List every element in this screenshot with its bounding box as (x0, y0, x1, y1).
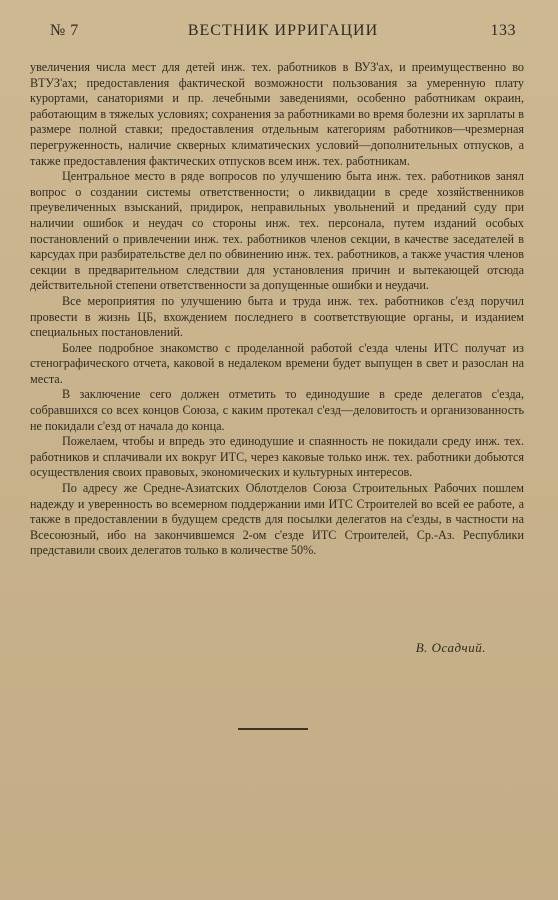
page-number: 133 (490, 22, 516, 39)
running-header (50, 22, 516, 46)
author-signature: В. Осадчий. (415, 640, 486, 655)
paragraph: По адресу же Средне-Азиатских Облотделов Союза Строительных Рабочих пошлем надежду и уверенность во всемерном поддержании ими ИТС Строителей во всей ее работе, а также в предоставлении в будущем средств для посылки делегатов на с'езды, в частности на Всесоюзный, ибо на закончившемся 2-ом с'езде ИТС Строителей, Ср.-Аз. Республики представили своих делегатов только в количестве 50%. (30, 481, 524, 558)
paragraph: увеличения числа мест для детей инж. тех. работников в ВУЗ'ах, и преимущественно во ВТУЗ'ах; предоставления фактической возможности пользования за умеренную плату курортами, санаториями и пр. лечебными заведениями, особенно работникам окраин, работающим в тяжелых условиях; сохранения за работниками во время болезни их зарплаты в размере полной ставки; предоставления отдельным категориям работников—чрезмерная перегруженность, наличие скверных климатических условий—дополнительных отпусков, а также предоставления фактических отпусков всем инж. тех. работникам. (30, 60, 524, 168)
paragraph: Центральное место в ряде вопросов по улучшению быта инж. тех. работников занял вопрос о создании системы ответственности; о ликвидации в среде хозяйственников преувеличенных взысканий, придирок, неправильных увольнений и преданий суду при наличии ошибок и неудач со стороны инж. тех. персонала, путем изданий особых постановлений о привлечении инж. тех. работников членов секции, в качестве заседателей в карсудах при разбирательстве дел по обвинению инж. тех. работников, а также участия членов секции в предварительном следствии для установления причин и вытекающей отсюда действительной степени ответственности за допущенные ошибки и неудачи. (30, 169, 524, 293)
issue-number: № 7 (50, 22, 79, 39)
paragraph: Все мероприятия по улучшению быта и труда инж. тех. работников с'езд поручил провести в жизнь ЦБ, вхождением последнего в соответствующие органы, и изданием специальных постановлений. (30, 293, 524, 340)
section-divider (238, 728, 308, 730)
journal-title: ВЕСТНИК ИРРИГАЦИИ (187, 22, 379, 39)
article-body (30, 60, 524, 559)
paragraph: Пожелаем, чтобы и впредь это единодушие и спаянность не покидали среду инж. тех. работников и сплачивали их вокруг ИТС, через каковые только инж. тех. работники добьются осуществления своих правовых, экономических и культурных интересов. (30, 434, 524, 480)
paragraph: В заключение сего должен отметить то единодушие в среде делегатов с'езда, собравшихся со всех концов Союза, с каким протекал с'езд—деловитость и организованность не покидали с'езд от начала до конца. (30, 387, 524, 433)
paragraph: Более подробное знакомство с проделанной работой с'езда члены ИТС получат из стенографического отчета, каковой в недалеком времени будет выпущен в свет и разослан на места. (30, 340, 524, 386)
